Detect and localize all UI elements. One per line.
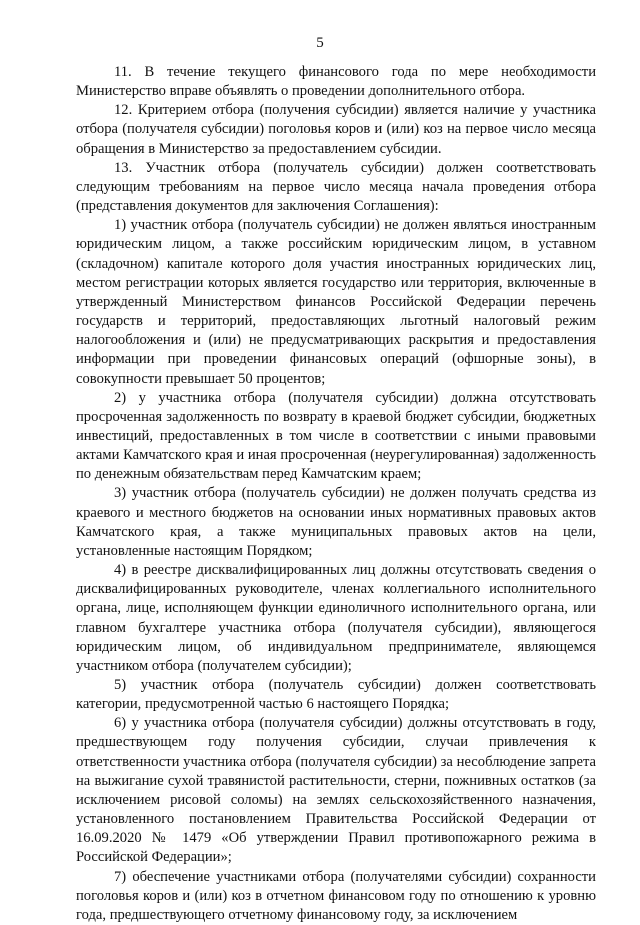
paragraph-12: 12. Критерием отбора (получения субсидии) является наличие у участника отбора (получателя субсидии) поголовья коров и (или) коз на первое число месяца обращения в Министерство за предоставлением субсидии. — [76, 102, 596, 157]
requirement-3: 3) участник отбора (получатель субсидии) не должен получать средства из краевого и местного бюджетов на основании иных нормативных правовых актов Камчатского края, а также муниципальных правовых актов на цели, установленные настоящим Порядком; — [76, 485, 596, 559]
document-body — [76, 63, 596, 925]
requirement-7: 7) обеспечение участниками отбора (получателями субсидии) сохранности поголовья коров и (или) коз в отчетном финансовом году по отношению к уровню года, предшествующего отчетному финансовому году, за исключением — [76, 868, 596, 923]
paragraph-13: 13. Участник отбора (получатель субсидии) должен соответствовать следующим требованиям на первое число месяца начала проведения отбора (представления документов для заключения Соглашения): — [76, 159, 596, 215]
requirement-5: 5) участник отбора (получатель субсидии) должен соответствовать категории, предусмотренной частью 6 настоящего Порядка; — [76, 677, 596, 713]
page-number: 5 — [316, 35, 324, 51]
paragraph-11: 11. В течение текущего финансового года по мере необходимости Министерство вправе объявлять о проведении дополнительного отбора. — [76, 64, 596, 100]
requirement-4: 4) в реестре дисквалифицированных лиц должны отсутствовать сведения о дисквалифицированных руководителе, членах коллегиального исполнительного органа, лице, исполняющем функции единоличного исполнительного органа, или главном бухгалтере участника отбора (получателя субсидии), являющегося юридическим лицом, об индивидуальном предпринимателе, являющемся участником отбора (получателем субсидии); — [76, 562, 596, 674]
requirement-1: 1) участник отбора (получатель субсидии) не должен являться иностранным юридическим лицом, а также российским юридическим лицом, в уставном (складочном) капитале которого доля участия иностранных юридических лиц, местом регистрации которых является государство или территория, включенные в утвержденный Министерством финансов Российской Федерации перечень государств и территорий, предоставляющих льготный налоговый режим налогообложения и (или) не предусматривающих раскрытия и предоставления информации при проведении финансовых операций (офшорные зоны), в совокупности превышает 50 процентов; — [76, 217, 596, 387]
requirement-6: 6) у участника отбора (получателя субсидии) должны отсутствовать в году, предшествующем году получения субсидии, случаи привлечения к ответственности участника отбора (получателя субсидии) за несоблюдение запрета на выжигание сухой травянистой растительности, стерни, пожнивных остатков (за исключением рисовой соломы) на землях сельскохозяйственного назначения, установленного постановлением Правительства Российской Федерации от 16.09.2020 № 1479 «Об утверждении Правил противопожарного режима в Российской Федерации»; — [76, 715, 596, 866]
requirement-2: 2) у участника отбора (получателя субсидии) должна отсутствовать просроченная задолженность по возврату в краевой бюджет субсидии, бюджетных инвестиций, предоставленных в том числе в соответствии с иными правовыми актами Камчатского края и иная просроченная (неурегулированная) задолженность по денежным обязательствам перед Камчатским краем; — [76, 389, 596, 483]
